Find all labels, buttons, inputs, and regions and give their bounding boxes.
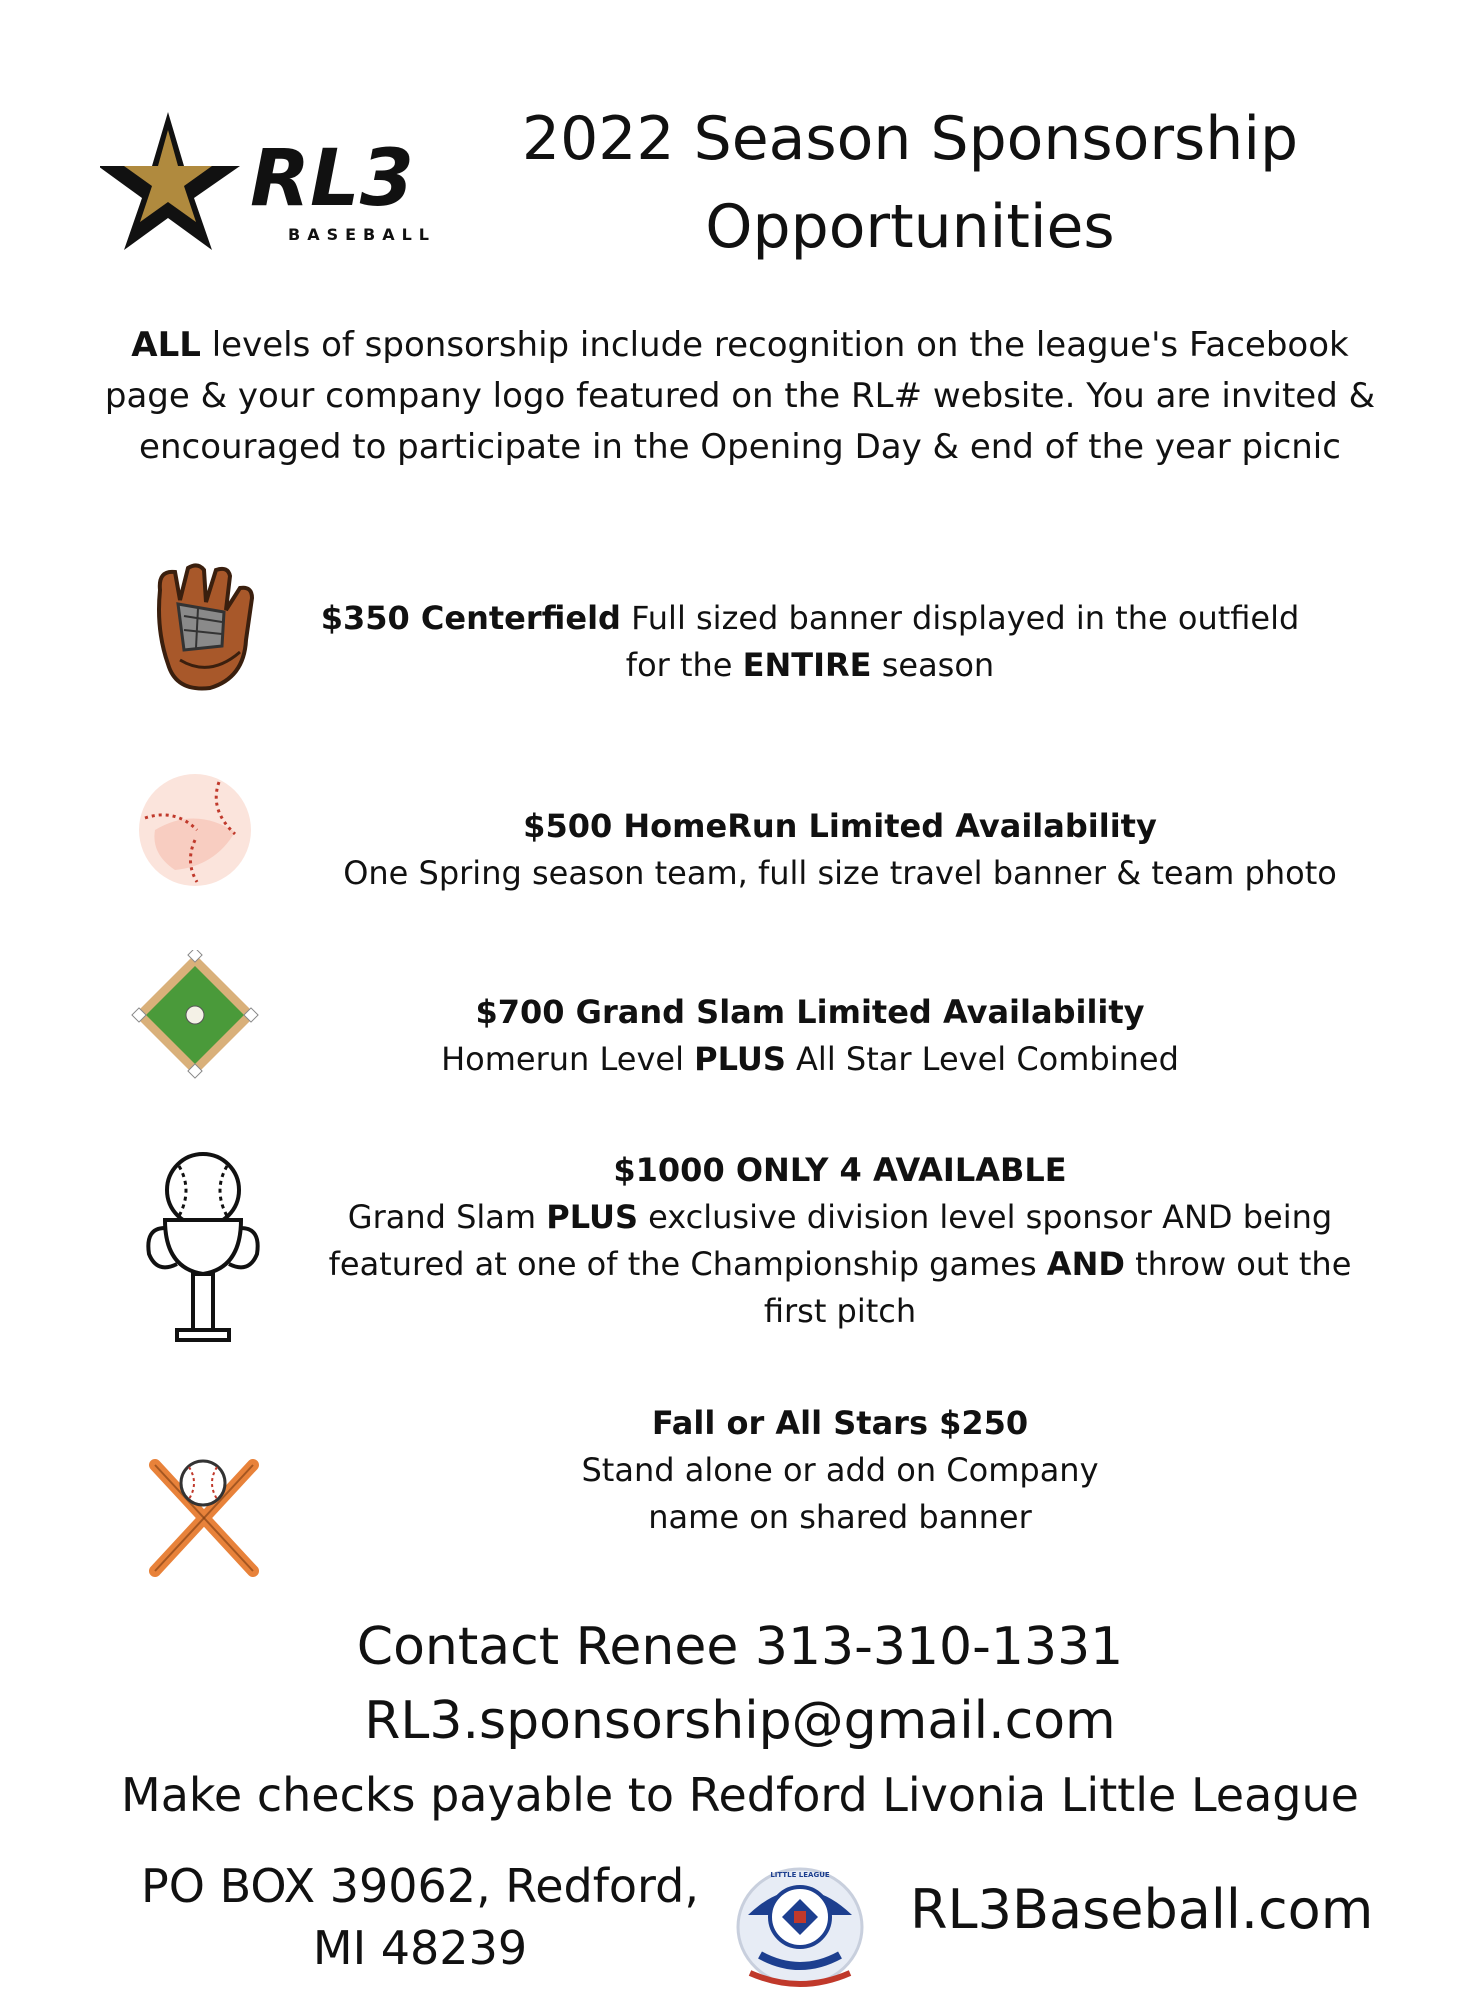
tier-1000	[300, 1147, 1380, 1335]
tier-desc: Homerun Level	[441, 1040, 695, 1078]
rl3-logo	[100, 100, 450, 260]
logo-subtext: BASEBALL	[288, 225, 436, 244]
website-link[interactable]: RL3Baseball.com	[910, 1878, 1374, 1941]
tier-fall-all-stars	[420, 1400, 1260, 1541]
logo-text: RL3	[250, 134, 415, 224]
tier-desc-bold: PLUS	[694, 1040, 786, 1078]
tier-homerun	[300, 803, 1380, 897]
tier-desc: Stand alone or add on Company	[581, 1451, 1099, 1489]
tier-desc: Full sized banner displayed in the outfield for the	[620, 599, 1300, 684]
intro-text: levels of sponsorship include recognition on the league's Facebook page & your company logo featured on the RL# website. You are invited & encouraged to participate in the Opening Day & end of the year picnic	[104, 325, 1376, 467]
little-league-logo	[720, 1855, 880, 1995]
tier-grand-slam	[300, 989, 1320, 1083]
crossed-bats-icon	[145, 1455, 265, 1580]
page-title	[440, 95, 1380, 271]
trophy-icon	[145, 1150, 265, 1350]
tier-desc: Grand Slam	[347, 1198, 547, 1236]
tier-desc: exclusive division level sponsor AND being featured at one of the Championship games	[328, 1198, 1333, 1283]
contact-section	[60, 1610, 1420, 1832]
tier-desc-bold: PLUS	[546, 1198, 638, 1236]
tier-desc: One Spring season team, full size travel banner & team photo	[343, 854, 1337, 892]
baseball-icon	[135, 770, 255, 890]
intro-lead: ALL	[131, 325, 201, 365]
baseball-glove-icon	[140, 560, 280, 700]
address-line-1: PO BOX 39062, Redford,	[141, 1859, 699, 1913]
title-line-2: Opportunities	[705, 192, 1115, 262]
tier-title: $700 Grand Slam Limited Availability	[475, 993, 1145, 1031]
baseball-diamond-icon	[130, 950, 260, 1080]
mailing-address	[120, 1855, 720, 1979]
contact-email[interactable]: RL3.sponsorship@gmail.com	[364, 1691, 1116, 1751]
ll-logo-text: LITTLE LEAGUE	[770, 1871, 830, 1879]
tier-desc: throw out the first pitch	[763, 1245, 1352, 1330]
tier-desc: season	[871, 646, 995, 684]
intro-paragraph	[100, 320, 1380, 473]
tier-title: Fall or All Stars $250	[651, 1404, 1029, 1442]
tier-desc: name on shared banner	[648, 1498, 1032, 1536]
tier-desc-bold: AND	[1046, 1245, 1125, 1283]
contact-phone: Contact Renee 313-310-1331	[356, 1617, 1124, 1677]
tier-title: $500 HomeRun Limited Availability	[523, 807, 1157, 845]
checks-payable: Make checks payable to Redford Livonia Little League	[121, 1768, 1359, 1822]
tier-title: $350 Centerfield	[320, 599, 621, 637]
tier-desc: All Star Level Combined	[785, 1040, 1179, 1078]
title-line-1: 2022 Season Sponsorship	[521, 104, 1299, 174]
tier-title: $1000 ONLY 4 AVAILABLE	[613, 1151, 1067, 1189]
tier-centerfield	[300, 595, 1320, 689]
address-line-2: MI 48239	[312, 1921, 528, 1975]
tier-desc-bold: ENTIRE	[742, 646, 872, 684]
